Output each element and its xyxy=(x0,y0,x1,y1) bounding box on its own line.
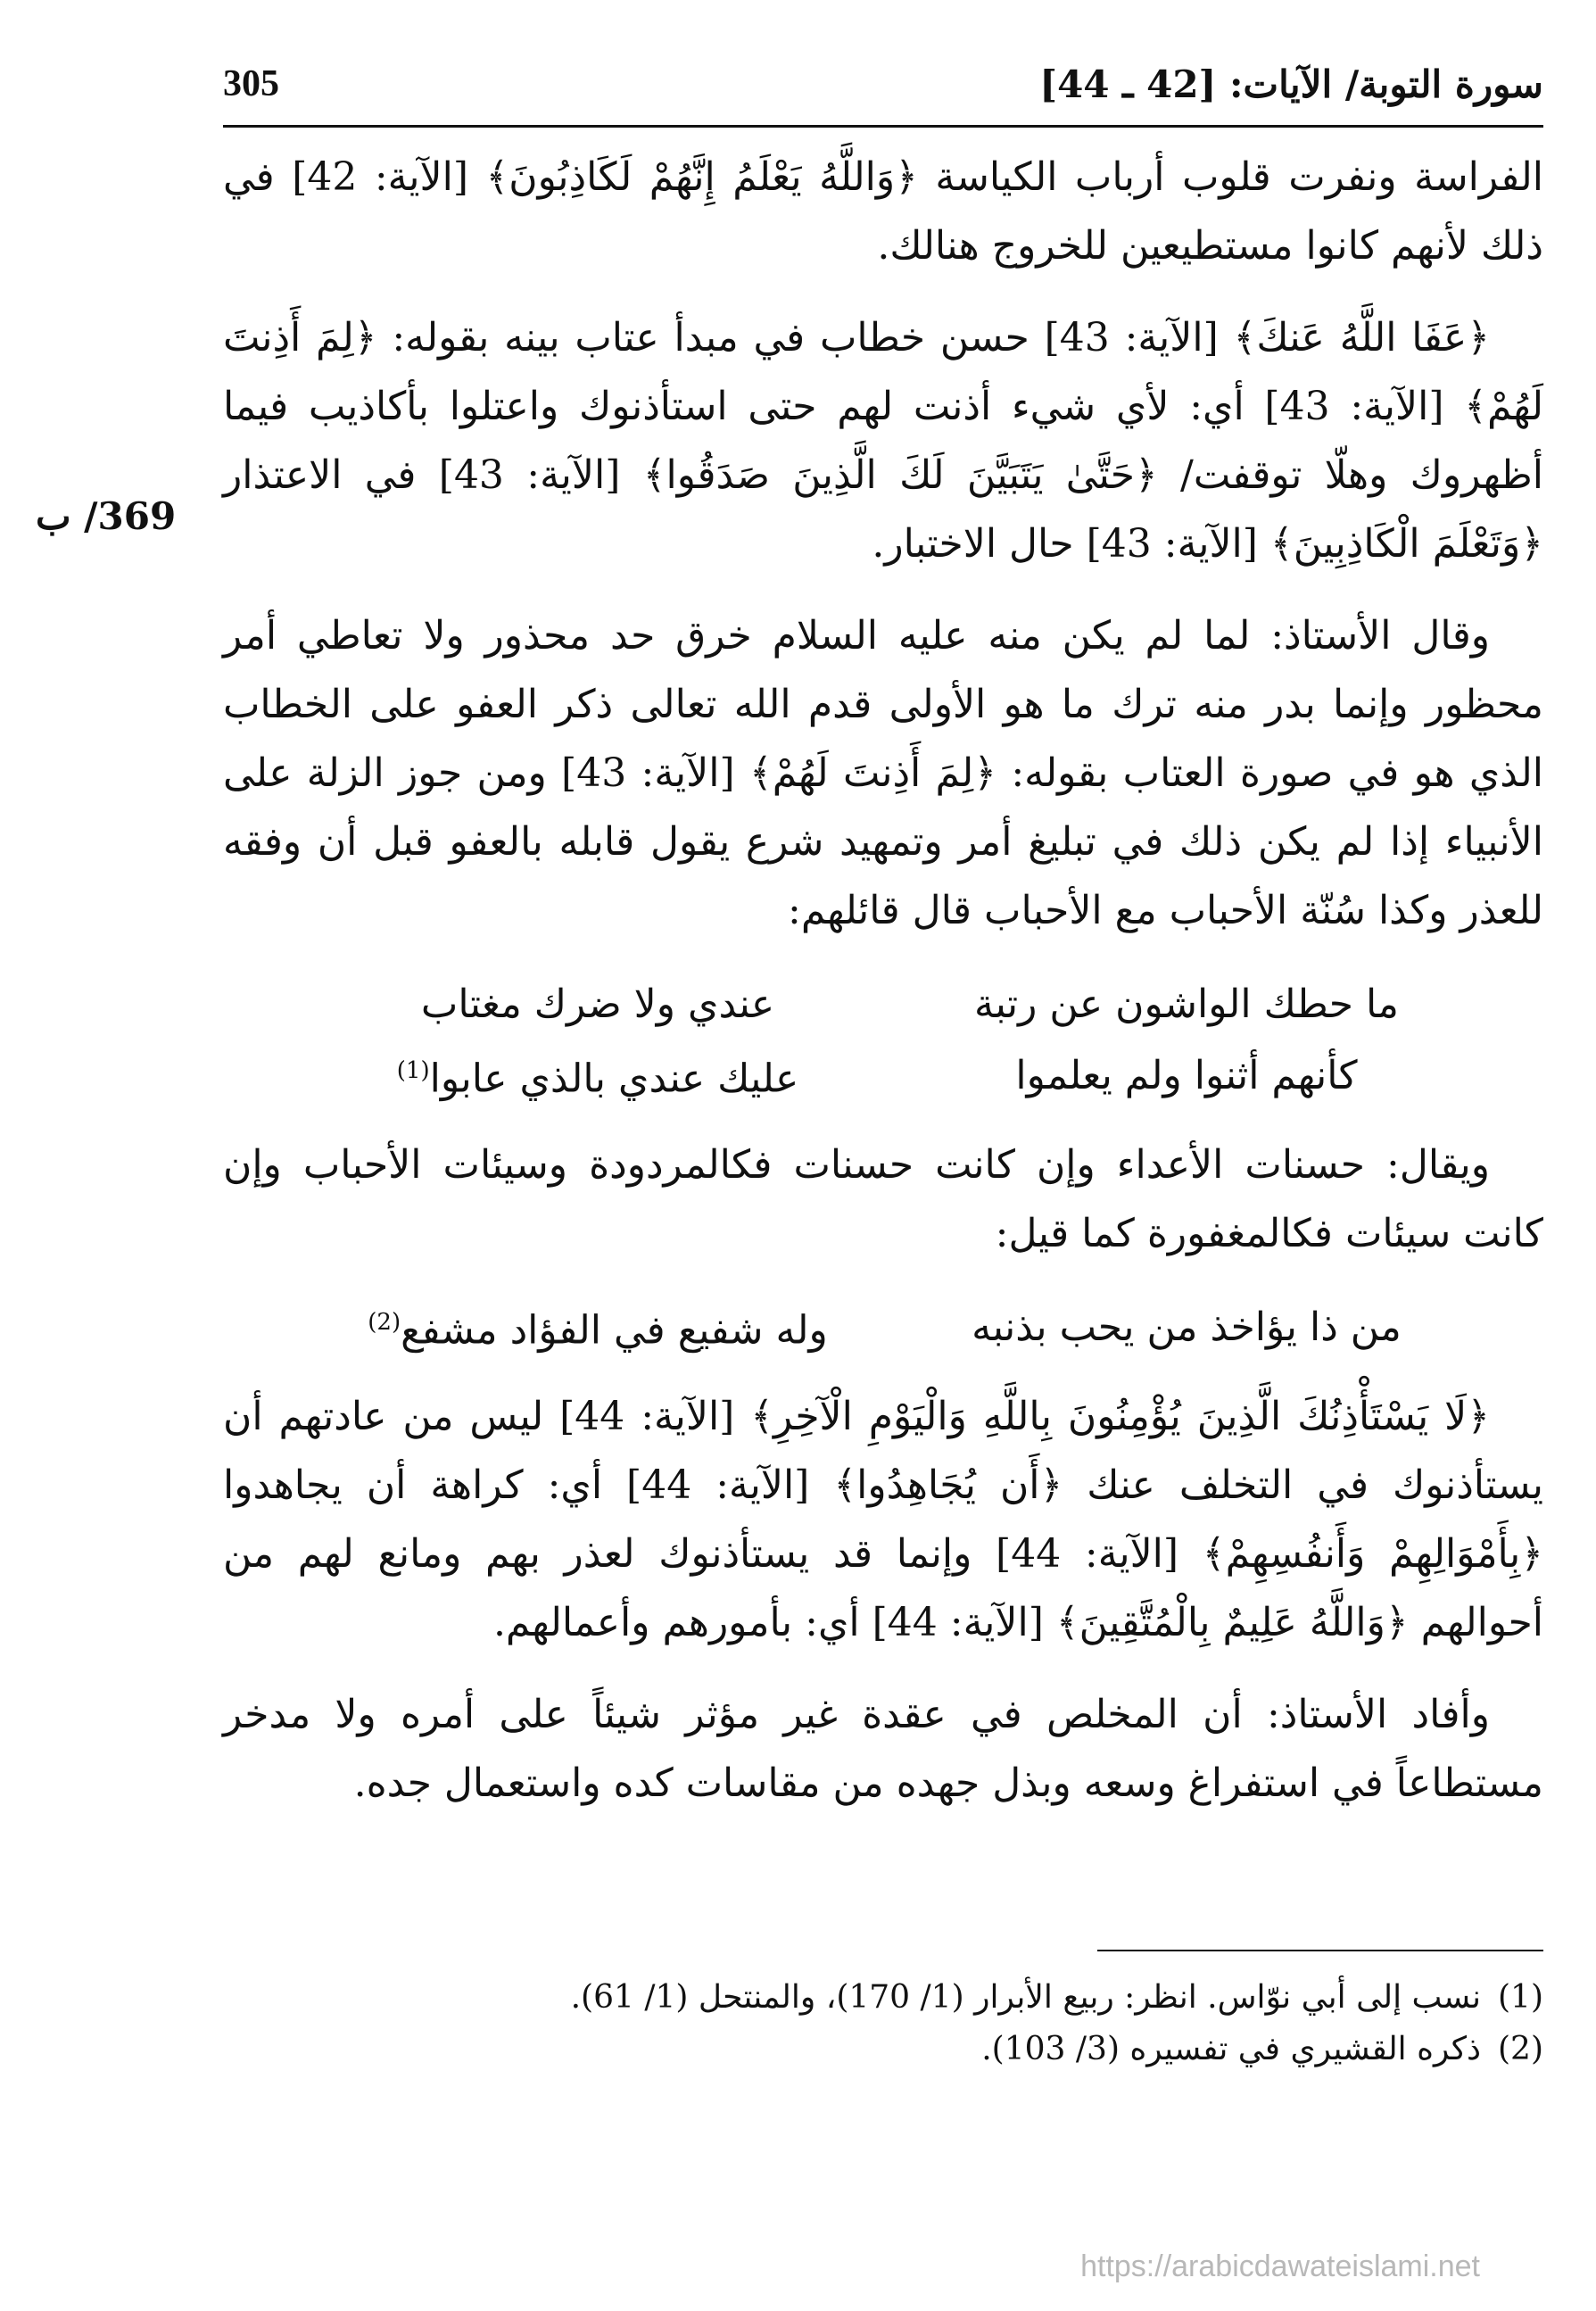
quran-verse: ﴿لَا يَسْتَأْذِنُكَ الَّذِينَ يُؤْمِنُونَ بِاللَّهِ وَالْيَوْمِ الْآخِرِ﴾ xyxy=(750,1394,1490,1439)
footnote-number: (2) xyxy=(1498,2031,1543,2067)
paragraph-4 xyxy=(223,1131,1543,1268)
poem-hemistich: كأنهم أثنوا ولم يعلموا xyxy=(1015,1052,1358,1098)
quran-verse: ﴿وَتَعْلَمَ الْكَاذِبِينَ﴾ xyxy=(1269,521,1543,567)
poem-hemistich: عندي ولا ضرك مغتاب xyxy=(420,981,775,1027)
footnote-1 xyxy=(223,1972,1543,2024)
text-run: [الآية: 44] وإنما قد يستأذنوك لعذر بهم ومانع لهم من أحوالهم xyxy=(223,1531,1543,1645)
poem-hemistich: من ذا يؤاخذ من يحب بذنبه xyxy=(972,1304,1402,1350)
quran-verse: ﴿وَاللَّهُ عَلِيمٌ بِالْمُتَّقِينَ﴾ xyxy=(1055,1600,1409,1645)
quran-verse: ﴿لِمَ أَذِنتَ لَهُمْ﴾ xyxy=(748,750,997,796)
quran-verse: ﴿لِمَ أَذِنتَ لَهُمْ﴾ xyxy=(223,315,1543,429)
quran-verse: ﴿أَن يُجَاهِدُوا﴾ xyxy=(833,1462,1063,1508)
paragraph-1 xyxy=(223,143,1543,280)
text-run: [الآية: 43] ومن جوز الزلة على الأنبياء إذا لم يكن ذلك في تبليغ أمر وتمهيد شرع يقول قابله بالعفو قبل أن وفقه للعذر وكذا سُنّة الأحباب مع الأحباب قال قائلهم: xyxy=(223,750,1543,933)
poem-hemistich-text: عليك عندي بالذي عابوا xyxy=(429,1056,799,1102)
text-run: وأفاد الأستاذ: أن المخلص في عقدة غير مؤثر شيئاً على أمره ولا مدخر مستطاعاً في استفراغ وسعه وبذل جهده من مقاسات كده واستعمال جده. xyxy=(223,1692,1543,1806)
poem-line xyxy=(223,1040,1543,1111)
footnote-text: نسب إلى أبي نوّاس. انظر: ربيع الأبرار (1/ 170)، والمنتحل (1/ 61). xyxy=(570,1979,1481,2016)
book-page xyxy=(36,54,1544,2284)
text-run: [الآية: 44] أي: كراهة أن يجاهدوا xyxy=(223,1462,834,1508)
text-run: [الآية: 42] في ذلك لأنهم كانوا مستطيعين للخروج هنالك. xyxy=(223,154,1543,269)
quran-verse: ﴿وَاللَّهُ يَعْلَمُ إِنَّهُمْ لَكَاذِبُونَ﴾ xyxy=(485,154,918,200)
paragraph-3 xyxy=(223,601,1543,945)
paragraph-6 xyxy=(223,1680,1543,1818)
text-run: وقال الأستاذ: لما لم يكن منه عليه السلام خرق حد محذور ولا تعاطي أمر محظور وإنما بدر منه ترك ما هو الأولى قدم الله تعالى ذكر العفو على الخطاب الذي هو في صورة العتاب بقوله: xyxy=(223,613,1543,796)
poem-line xyxy=(223,1291,1543,1363)
quran-verse: ﴿بِأَمْوَالِهِمْ وَأَنفُسِهِمْ﴾ xyxy=(1202,1531,1543,1577)
text-run: ويقال: حسنات الأعداء وإن كانت حسنات فكالمردودة وسيئات الأحباب وإن كانت سيئات فكالمغفورة كما قيل: xyxy=(223,1142,1543,1256)
paragraph-2 xyxy=(223,303,1543,578)
poem-hemistich xyxy=(330,1037,865,1114)
text-run: [الآية: 44] ليس من عادتهم أن يستأذنوك في التخلف عنك xyxy=(223,1394,1543,1508)
quran-verse: ﴿عَفَا اللَّهُ عَنكَ﴾ xyxy=(1233,315,1490,360)
footnote-number: (1) xyxy=(1498,1979,1543,2016)
text-run: [الآية: 43] حال الاختبار. xyxy=(872,521,1270,567)
text-run: [الآية: 43] حسن خطاب في مبدأ عتاب بينه بقوله: xyxy=(376,315,1234,360)
poem-hemistich: ما حطك الواشون عن رتبة xyxy=(974,981,1399,1027)
watermark-url: https://arabicdawateislami.net xyxy=(1080,2249,1480,2283)
running-title: سورة التوبة/ الآيات: [42 ـ 44] xyxy=(1039,62,1543,106)
footnote-divider xyxy=(1097,1950,1543,1951)
footnote-marker: (2) xyxy=(368,1309,401,1337)
margin-folio-note: 369/ ب xyxy=(36,494,177,538)
footnote-2 xyxy=(223,2024,1543,2075)
poem-line xyxy=(223,968,1543,1040)
poem-hemistich-text: وله شفيع في الفؤاد مشفع xyxy=(401,1307,828,1354)
text-run: [الآية: 43] أي: لأي شيء أذنت لهم حتى استأذنوك واعتلوا بأكاذيب فيما أظهروك وهلّا توقفت/ xyxy=(223,384,1544,498)
footnotes xyxy=(223,1972,1543,2075)
text-run: [الآية: 44] أي: بأمورهم وأعمالهم. xyxy=(492,1600,1056,1645)
quran-verse: ﴿حَتَّىٰ يَتَبَيَّنَ لَكَ الَّذِينَ صَدَقُوا﴾ xyxy=(642,452,1158,498)
footnote-text: ذكره القشيري في تفسيره (3/ 103). xyxy=(981,2031,1481,2067)
footnote-marker: (1) xyxy=(396,1057,430,1085)
poem-hemistich xyxy=(330,1288,865,1365)
poem-2 xyxy=(223,1291,1543,1363)
text-run: الفراسة ونفرت قلوب أرباب الكياسة xyxy=(917,154,1543,200)
text-run: [الآية: 43] في الاعتذار xyxy=(223,452,643,498)
paragraph-5 xyxy=(223,1382,1543,1657)
poem-1 xyxy=(223,968,1543,1111)
page-number: 305 xyxy=(223,63,279,104)
main-text xyxy=(223,143,1543,1841)
page-header xyxy=(223,54,1543,128)
